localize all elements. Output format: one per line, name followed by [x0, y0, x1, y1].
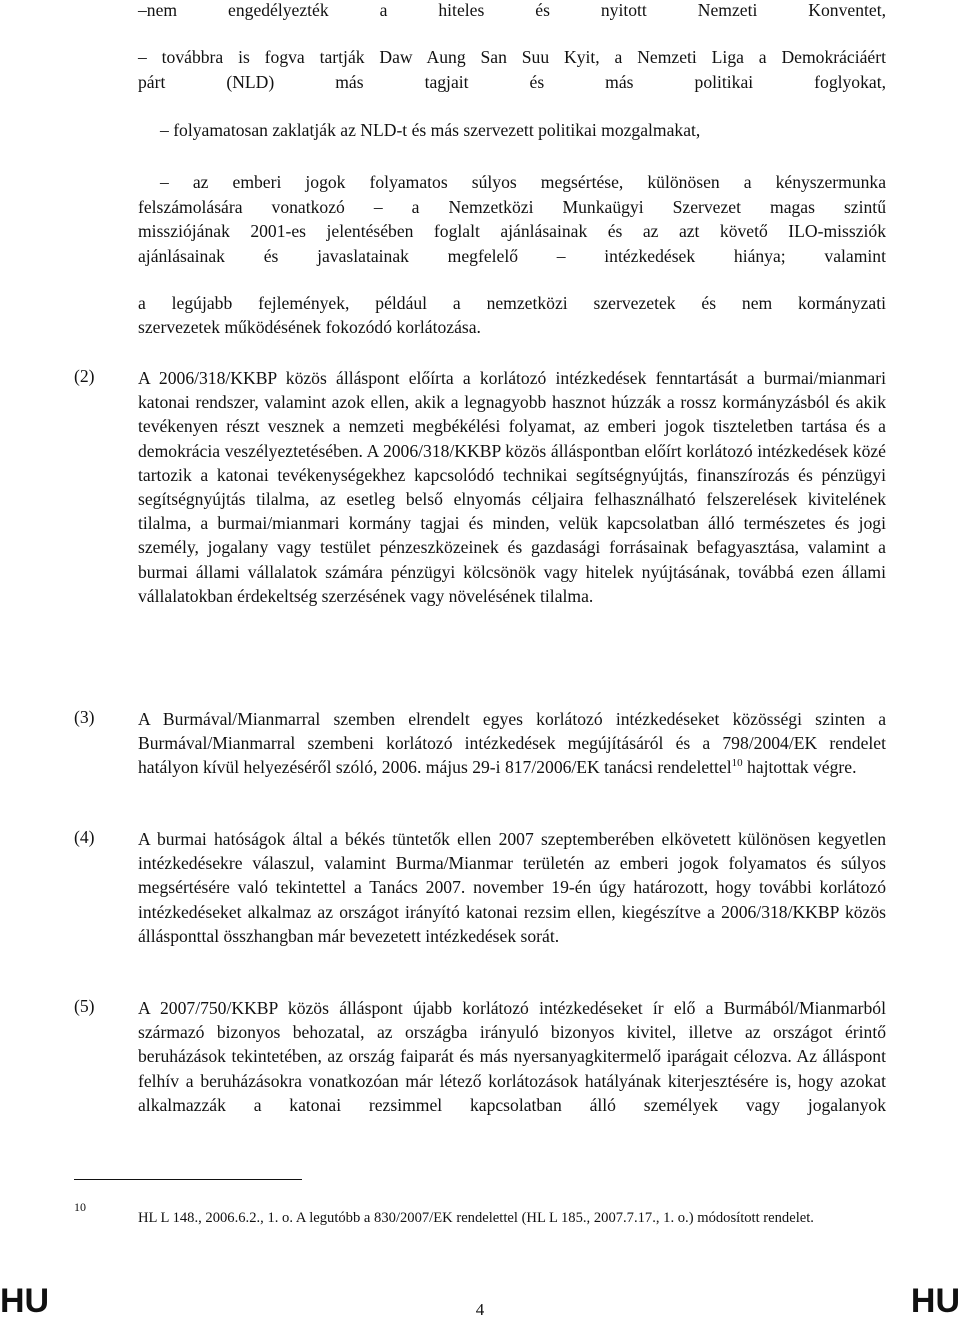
- paragraph-number: (2): [74, 366, 95, 386]
- paragraph-number: (4): [74, 827, 95, 847]
- paragraph-text: [138, 707, 886, 780]
- page-number: 4: [475, 1300, 485, 1319]
- dash-item-2-line-2: párt (NLD) más tagjait és más politikai foglyokat,: [138, 72, 886, 92]
- paragraph-number: (5): [74, 996, 95, 1016]
- footer-language-right: HU: [910, 1282, 960, 1320]
- dash-item-4-line-1: – az emberi jogok folyamatos súlyos megsértése, különösen a kényszermunka: [160, 172, 886, 192]
- footnote-divider: [74, 1179, 302, 1180]
- paragraph-text-end: hajtottak végre.: [742, 757, 857, 778]
- paragraph-text: A 2007/750/KKBP közös álláspont újabb korlátozó intézkedéseket ír elő a Burmából/Mianmarból származó bizonyos behozatal, az országba irányuló bizonyos kivitel, illetve az országot érintő beruházások tekintetében, az ország faiparát és más nyersanyagkitermelő iparágait célozva. Az álláspont felhív a beruházásokra vonatkozóan már létező korlátozások hatályának kiterjesztésére is, hogy azokat alkalmazzák a katonai rezsimmel kapcsolatban álló személyek vagy jogalanyok: [138, 998, 886, 1115]
- footer-language-left: HU: [0, 1282, 50, 1320]
- footnote-reference: 10: [731, 757, 743, 770]
- dash-item-4-line-4: ajánlásainak és javaslatainak megfelelő – intézkedések hiánya; valamint: [138, 246, 886, 266]
- paragraph-text: A burmai hatóságok által a békés tüntetők ellen 2007 szeptemberében elkövetett különösen kegyetlen intézkedésekre válaszul, valamint Burma/Mianmar területén az emberi jogok folyamatos és súlyos megsértésére való tekintettel a Tanács 2007. november 19-én úgy határozott, hogy további korlátozó intézkedéseket alkalmaz az országot irányító katonai rezsim ellen, kiegészítve a 2006/318/KKBP közös állásponttal összhangban már bevezetett intézkedések sorát.: [138, 829, 886, 946]
- dash-item-5-line-1: a legújabb fejlemények, például a nemzetközi szervezetek és nem kormányzati: [138, 293, 886, 313]
- dash-item-2-line-1: – továbbra is fogva tartják Daw Aung San Suu Kyit, a Nemzeti Liga a Demokráciáért: [138, 47, 886, 67]
- dash-item-3: – folyamatosan zaklatják az NLD-t és más szervezett politikai mozgalmakat,: [160, 120, 701, 140]
- paragraph-number: (3): [74, 707, 95, 727]
- footnote-number: 10: [74, 1200, 86, 1214]
- footnote-text: HL L 148., 2006.6.2., 1. o. A legutóbb a 830/2007/EK rendelettel (HL L 185., 2007.7.17., 1. o.) módosított rendelet.: [138, 1210, 814, 1226]
- dash-item-1: –nem engedélyezték a hiteles és nyitott Nemzeti Konventet,: [138, 0, 886, 20]
- dash-item-5-line-2: szervezetek működésének fokozódó korlátozása.: [138, 317, 481, 337]
- paragraph-text: A 2006/318/KKBP közös álláspont előírta a korlátozó intézkedések fenntartását a burmai/mianmari katonai rendszer, valamint azok ellen, akik a legnagyobb hasznot húzzák a rossz kormányzásból és akik tevékenyen részt vesznek a nemzeti megbékélési folyamat, az emberi jogok tiszteletben tartása és a demokrácia veszélyeztetésében. A 2006/318/KKBP közös álláspontban előírt korlátozó intézkedések közé tartozik a katonai tevékenységekhez kapcsolódó technikai segítségnyújtás, finanszírozás és pénzügyi segítségnyújtás tilalma, az esetleg belső elnyomás céljaira felhasználható felszerelések kivitelének tilalma, a burmai/mianmari kormány tagjai és minden, velük kapcsolatban álló természetes és jogi személy, jogalany vagy testület pénzeszközeinek és gazdasági forrásainak befagyasztása, valamint a burmai állami vállalatok számára pénzügyi kölcsönök vagy hitelek nyújtásának, továbbá ezen állami vállalatokban érdekeltség szerzésének vagy növelésének tilalma.: [138, 368, 886, 606]
- paragraph-text-main: A Burmával/Mianmarral szemben elrendelt egyes korlátozó intézkedéseket közösségi szinten a Burmával/Mianmarral szembeni korlátozó intézkedések megújításáról és a 798/2004/EK rendelet hatályon kívül helyezéséről szóló, 2006. május 29-i 817/2006/EK tanácsi rendelettel: [138, 709, 886, 778]
- dash-item-4-line-3: missziójának 2001-es jelentésében foglalt ajánlásainak és az azt követő ILO-missziók: [138, 221, 886, 241]
- dash-item-4-line-2: felszámolására vonatkozó – a Nemzetközi Munkaügyi Szervezet magas szintű: [138, 197, 886, 217]
